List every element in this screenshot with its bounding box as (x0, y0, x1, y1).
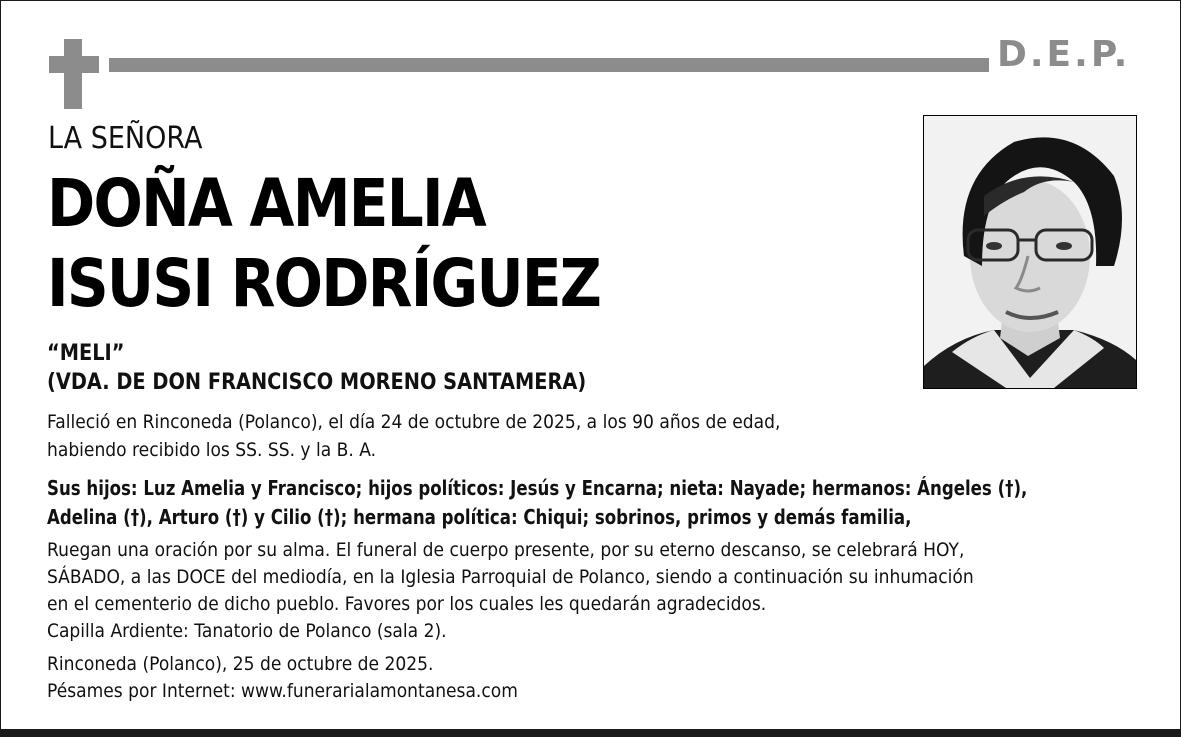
place-date: Rinconeda (Polanco), 25 de octubre de 2025. (47, 653, 434, 675)
funeral-line-2: SÁBADO, a las DOCE del mediodía, en la Iglesia Parroquial de Polanco, siendo a continuación su inhumación (47, 566, 974, 588)
family-line-1: Sus hijos: Luz Amelia y Francisco; hijos políticos: Jesús y Encarna; nieta: Nayade; hermanos: Ángeles (†), (47, 476, 1028, 500)
nickname: “MELI” (47, 341, 125, 366)
funeral-line-1: Ruegan una oración por su alma. El funeral de cuerpo presente, por su eterno descanso, se celebrará HOY, (47, 539, 965, 561)
bottom-border (0, 729, 1181, 737)
funeral-line-3: en el cementerio de dicho pueblo. Favores por los cuales les quedarán agradecidos. (47, 593, 767, 615)
chapel-info: Capilla Ardiente: Tanatorio de Polanco (sala 2). (47, 620, 447, 642)
family-line-2: Adelina (†), Arturo (†) y Cilio (†); hermana política: Chiqui; sobrinos, primos y demás familia, (47, 505, 912, 529)
header-rule (109, 58, 989, 72)
deceased-name-line-2: ISUSI RODRÍGUEZ (47, 245, 601, 322)
widow-of: (VDA. DE DON FRANCISCO MORENO SANTAMERA) (47, 370, 587, 395)
deceased-portrait (923, 115, 1137, 389)
dep-mark: D.E.P. (997, 34, 1131, 75)
title-prefix: LA SEÑORA (48, 121, 203, 156)
deceased-name-line-1: DOÑA AMELIA (47, 165, 485, 242)
condolences-link[interactable]: Pésames por Internet: www.funerarialamontanesa.com (47, 680, 518, 702)
death-details-line-1: Falleció en Rinconeda (Polanco), el día 24 de octubre de 2025, a los 90 años de edad, (47, 411, 781, 433)
death-details-line-2: habiendo recibido los SS. SS. y la B. A. (47, 439, 377, 461)
